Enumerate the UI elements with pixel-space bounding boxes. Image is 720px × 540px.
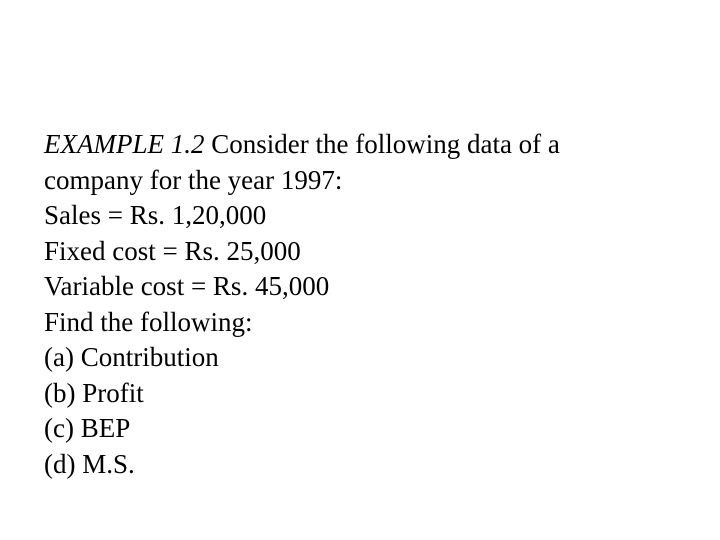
problem-text: [44, 127, 684, 482]
data-line-variable-cost: Variable cost = Rs. 45,000: [44, 271, 330, 301]
part-a: (a) Contribution: [44, 342, 219, 372]
problem-heading: [44, 127, 684, 163]
intro-text-1: Consider the following data of a: [211, 129, 560, 159]
question-line: Find the following:: [44, 306, 253, 337]
part-c: (c) BEP: [44, 413, 131, 443]
part-b: (b) Profit: [44, 377, 144, 408]
data-line-sales: Sales = Rs. 1,20,000: [44, 200, 267, 230]
part-d: (d) M.S.: [44, 448, 135, 479]
example-label: EXAMPLE 1.2: [44, 129, 205, 159]
data-line-fixed-cost: Fixed cost = Rs. 25,000: [44, 235, 301, 266]
intro-text-2: company for the year 1997:: [44, 164, 343, 195]
